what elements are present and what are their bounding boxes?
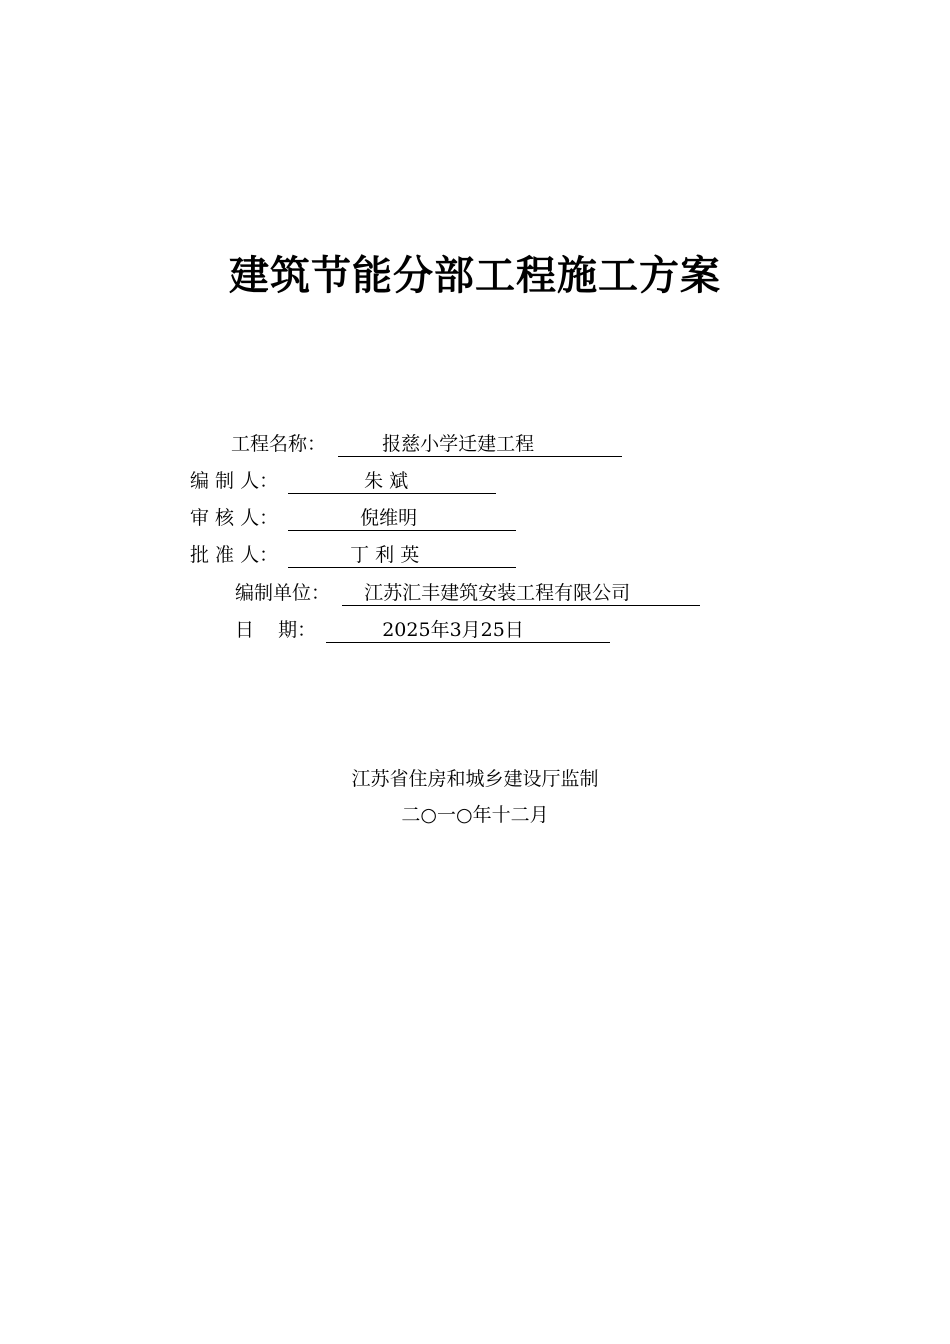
date-value: 2025年3月25日 bbox=[326, 618, 610, 643]
unit-label: 编制单位： bbox=[235, 582, 331, 604]
field-unit bbox=[235, 580, 700, 606]
field-project-name bbox=[231, 431, 622, 457]
field-date bbox=[235, 617, 610, 643]
footer-issuer: 江苏省住房和城乡建设厅监制 bbox=[351, 768, 599, 790]
field-compiler bbox=[190, 468, 496, 494]
compiler-value: 朱 斌 bbox=[288, 469, 496, 494]
unit-value: 江苏汇丰建筑安装工程有限公司 bbox=[342, 581, 700, 606]
footer-issue-date: 二○一○年十二月 bbox=[401, 804, 549, 826]
field-reviewer bbox=[190, 505, 516, 531]
project-name-label: 工程名称： bbox=[231, 433, 327, 455]
field-approver bbox=[190, 542, 516, 568]
reviewer-value: 倪维明 bbox=[288, 506, 516, 531]
date-label: 日 期： bbox=[235, 619, 317, 641]
document-title: 建筑节能分部工程施工方案 bbox=[229, 253, 721, 299]
project-name-value: 报慈小学迁建工程 bbox=[338, 432, 622, 457]
compiler-label: 编 制 人： bbox=[190, 470, 279, 492]
approver-label: 批 准 人： bbox=[190, 544, 279, 566]
approver-value: 丁 利 英 bbox=[288, 543, 516, 568]
reviewer-label: 审 核 人： bbox=[190, 507, 279, 529]
